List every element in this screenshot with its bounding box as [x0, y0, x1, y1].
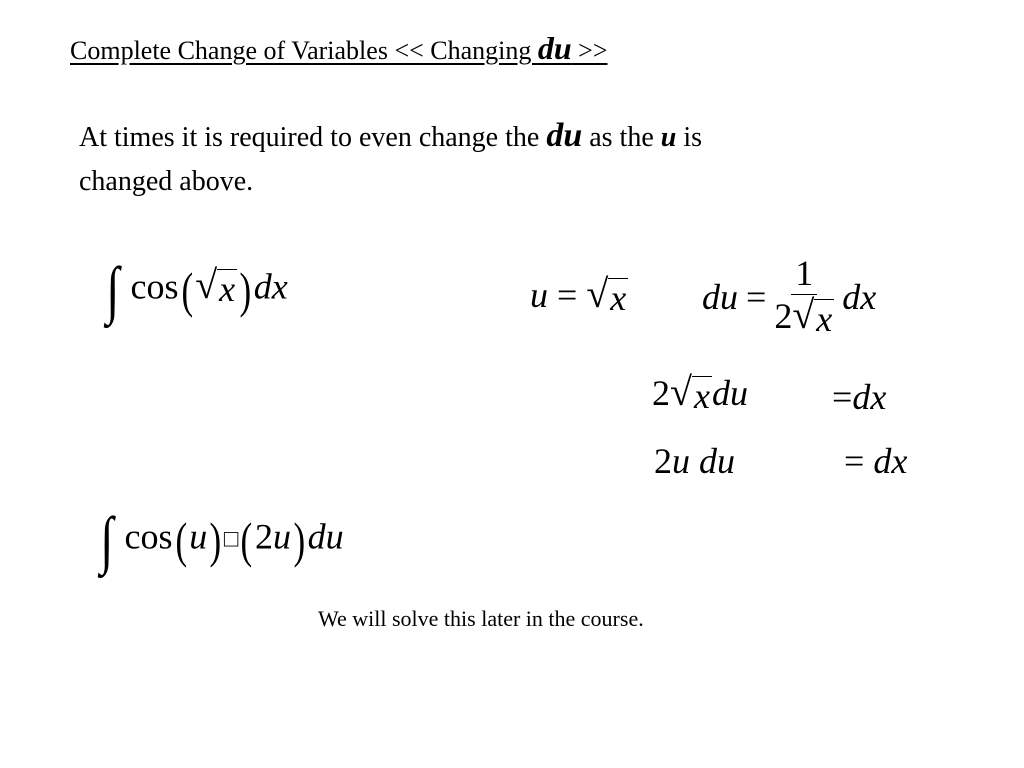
du-var: du — [702, 276, 738, 317]
title-suffix: >> — [571, 36, 608, 65]
sqrt-x — [670, 369, 712, 417]
step-equals-dx-1 — [832, 376, 886, 418]
equals-sign: = — [557, 275, 578, 315]
two: 2 — [652, 373, 670, 413]
slide-title — [70, 30, 608, 67]
radicand: x — [610, 278, 627, 318]
equals-sign: = — [746, 276, 767, 317]
radicand: x — [693, 376, 710, 416]
intro-u: u — [660, 122, 677, 153]
du-var: du — [711, 373, 748, 413]
intro-du: du — [546, 117, 583, 154]
radical-sign: √ — [195, 262, 218, 308]
u-var: u — [189, 516, 208, 557]
sqrt-x — [792, 291, 834, 340]
substitution-u — [530, 271, 628, 319]
equals-sign: = — [832, 377, 853, 417]
original-integral — [104, 254, 288, 325]
cos-text: cos — [130, 266, 179, 307]
u-var: u — [530, 275, 548, 315]
dx-text: dx — [253, 266, 288, 307]
step-2u-du — [654, 440, 735, 482]
du-var: du — [699, 441, 735, 481]
intro-line-2: changed above. — [79, 166, 254, 197]
transformed-integral — [98, 504, 344, 575]
sqrt-x — [586, 271, 628, 319]
dx-text: dx — [873, 441, 908, 481]
step-equals-dx-2 — [844, 440, 907, 482]
differential-du — [702, 254, 876, 339]
denominator — [774, 291, 834, 340]
right-paren: ) — [293, 512, 306, 568]
left-paren: ( — [175, 512, 187, 568]
intro-paragraph — [79, 114, 702, 204]
radical-sign: √ — [792, 291, 815, 337]
intro-text-3: is — [676, 122, 703, 153]
two-u: 2u — [255, 516, 291, 557]
radicand: x — [816, 298, 833, 339]
radical-sign: √ — [586, 271, 609, 316]
intro-text-1: At times it is required to even change the — [79, 122, 547, 153]
integral-sign: ∫ — [106, 254, 120, 325]
step-2sqrtx-du — [652, 369, 748, 417]
integral-sign: ∫ — [100, 504, 114, 575]
fraction — [774, 254, 834, 339]
sqrt-x — [195, 262, 237, 310]
numerator: 1 — [791, 254, 817, 295]
two-u: 2u — [654, 441, 690, 481]
right-paren: ) — [239, 262, 252, 318]
radicand: x — [219, 269, 236, 310]
du-var: du — [307, 516, 344, 557]
intro-text-2: as the — [582, 122, 661, 153]
left-paren: ( — [240, 512, 253, 568]
radical-sign: √ — [670, 369, 692, 414]
title-prefix: Complete Change of Variables << Changing — [70, 36, 538, 65]
left-paren: ( — [181, 262, 193, 318]
cos-text: cos — [124, 516, 173, 557]
two: 2 — [774, 295, 793, 336]
right-paren: ) — [209, 512, 222, 568]
missing-glyph-box: □ — [223, 526, 239, 553]
equals-sign: = — [844, 441, 865, 481]
dx-text: dx — [842, 276, 877, 317]
dx-text: dx — [852, 377, 887, 417]
footnote: We will solve this later in the course. — [318, 606, 644, 631]
title-du: du — [537, 30, 572, 66]
